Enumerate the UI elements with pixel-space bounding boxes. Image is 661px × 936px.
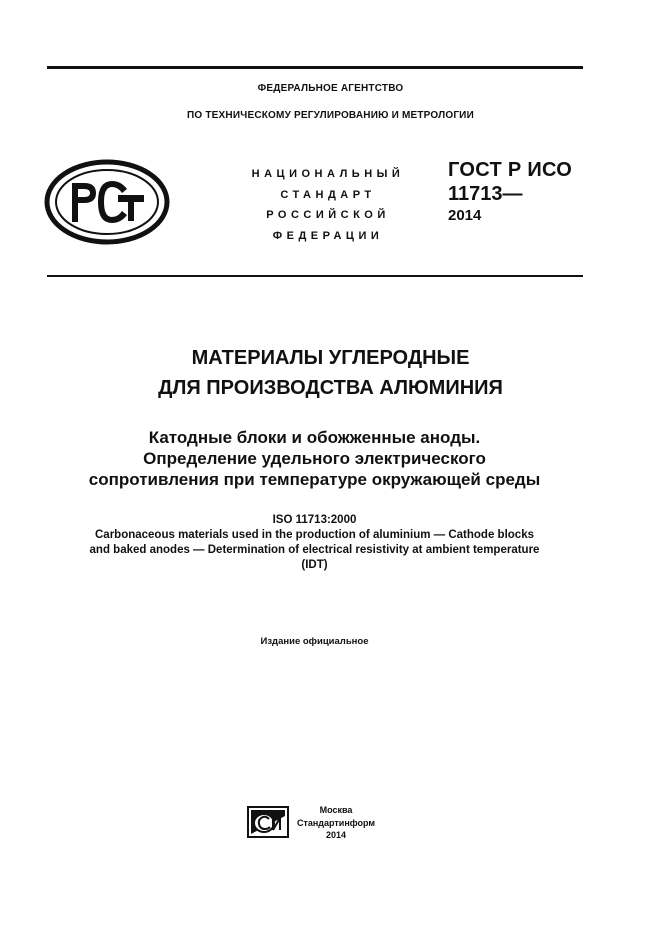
gost-designation bbox=[448, 158, 588, 225]
subtitle-line: Катодные блоки и обожженные аноды. bbox=[148, 428, 481, 447]
title-line: МАТЕРИАЛЫ УГЛЕРОДНЫЕ bbox=[191, 347, 470, 369]
publisher-name: Стандартинформ bbox=[296, 817, 376, 828]
iso-ref: ISO 11713:2000 bbox=[272, 514, 357, 526]
iso-idt: (IDT) bbox=[301, 559, 328, 571]
middle-rule bbox=[47, 275, 583, 277]
top-rule bbox=[47, 66, 583, 69]
document-title bbox=[0, 343, 661, 403]
gost-number: 11713— bbox=[448, 183, 523, 205]
publisher-block bbox=[296, 804, 376, 842]
agency-name-line2: ПО ТЕХНИЧЕСКОМУ РЕГУЛИРОВАНИЮ И МЕТРОЛОГИИ bbox=[187, 110, 474, 121]
document-subtitle bbox=[0, 427, 629, 490]
national-standard-line: СТАНДАРТ bbox=[280, 188, 376, 201]
agency-name-line1: ФЕДЕРАЛЬНОЕ АГЕНТСТВО bbox=[257, 83, 404, 94]
national-standard-block bbox=[238, 164, 418, 246]
iso-title-line: Carbonaceous materials used in the production of aluminium — Cathode blocks bbox=[95, 529, 534, 541]
iso-reference-block bbox=[0, 513, 629, 573]
subtitle-line: Определение удельного электрического bbox=[143, 449, 486, 468]
gost-code: ГОСТ Р ИСО bbox=[448, 159, 573, 181]
publisher-year: 2014 bbox=[325, 830, 347, 840]
subtitle-line: сопротивления при температуре окружающей среды bbox=[88, 470, 541, 489]
national-standard-line: РОССИЙСКОЙ bbox=[266, 209, 390, 221]
standartinform-logo-icon bbox=[247, 806, 289, 838]
national-standard-line: НАЦИОНАЛЬНЫЙ bbox=[251, 168, 405, 180]
iso-title-line: and baked anodes — Determination of electrical resistivity at ambient temperature bbox=[89, 544, 540, 556]
title-line: ДЛЯ ПРОИЗВОДСТВА АЛЮМИНИЯ bbox=[158, 377, 503, 399]
publisher-city: Москва bbox=[319, 805, 353, 815]
rst-certification-logo-icon bbox=[44, 159, 170, 245]
gost-year: 2014 bbox=[448, 207, 482, 224]
edition-label: Издание официальное bbox=[260, 636, 369, 647]
national-standard-line: ФЕДЕРАЦИИ bbox=[272, 229, 384, 242]
